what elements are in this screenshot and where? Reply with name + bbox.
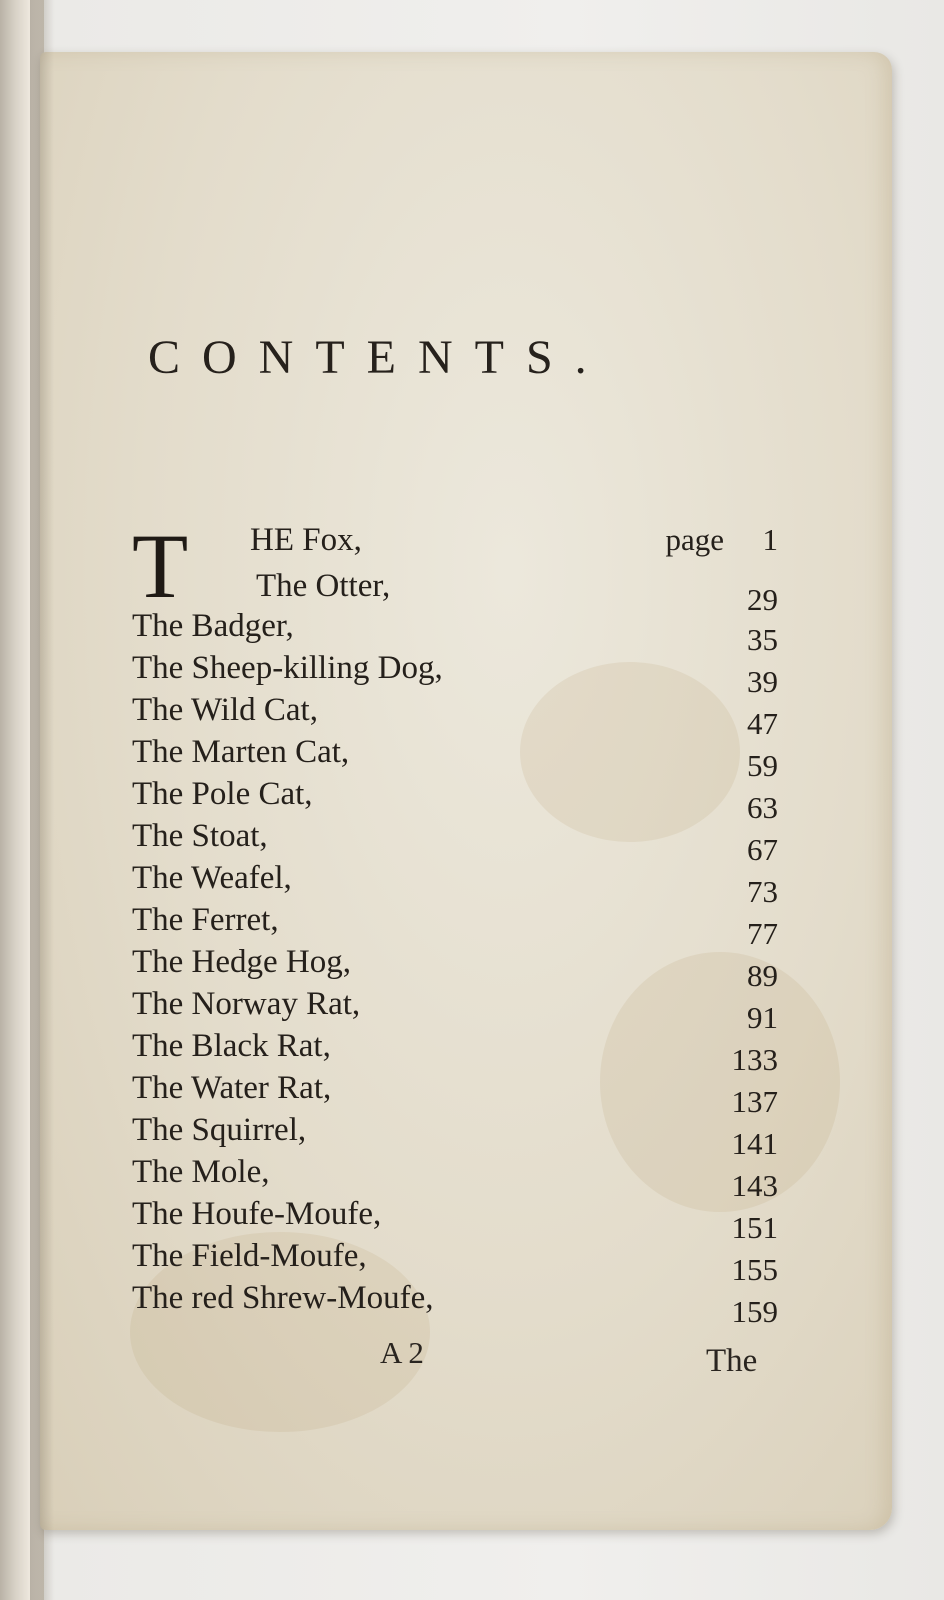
entry-page: 47 (747, 706, 778, 741)
entry-page: 35 (747, 622, 778, 657)
list-item (132, 1196, 782, 1245)
entry-title: The Ferret, (132, 902, 279, 938)
entry-page: 159 (731, 1294, 778, 1329)
list-item (132, 1070, 782, 1119)
entry-page: 91 (747, 1000, 778, 1035)
gutter-shadow (30, 0, 54, 1600)
list-item (132, 818, 782, 867)
entry-page: 29 (747, 582, 778, 617)
list-item (132, 776, 782, 825)
list-item (132, 1112, 782, 1161)
entry-page: 133 (731, 1042, 778, 1077)
entry-page: 73 (747, 874, 778, 909)
entry-title: The Weafel, (132, 860, 292, 896)
signature-mark: A 2 (380, 1335, 424, 1370)
entry-page: 67 (747, 832, 778, 867)
page-label: page (665, 522, 724, 557)
list-item (132, 692, 782, 741)
list-item (132, 1028, 782, 1077)
entry-title: The Sheep-killing Dog, (132, 650, 443, 686)
list-item (132, 1238, 782, 1287)
page-title: CONTENTS. (148, 331, 609, 384)
list-item (132, 608, 782, 657)
contents-list (132, 515, 782, 1329)
drop-cap: T (132, 515, 189, 617)
entry-page: 89 (747, 958, 778, 993)
list-item (132, 860, 782, 909)
entry-title: The Pole Cat, (132, 776, 313, 812)
entry-title: The Field-Moufe, (132, 1238, 367, 1274)
list-item (132, 734, 782, 783)
catchword: The (706, 1343, 758, 1379)
entry-title: The Norway Rat, (132, 986, 361, 1022)
list-item (132, 944, 782, 993)
entry-page: 151 (731, 1210, 778, 1245)
entry-page: 143 (731, 1168, 778, 1203)
entry-title: The Houfe-Moufe, (132, 1196, 382, 1232)
entry-title: The Hedge Hog, (132, 944, 352, 980)
entry-title: The Mole, (132, 1154, 270, 1190)
list-item (132, 902, 782, 951)
entry-title: The Squirrel, (132, 1112, 307, 1148)
entry-page: 39 (747, 664, 778, 699)
entry-page: 137 (731, 1084, 778, 1119)
entry-page: 1 (762, 522, 778, 557)
entry-page: 155 (731, 1252, 778, 1287)
entry-title: The Otter, (256, 568, 391, 604)
entry-page: 141 (731, 1126, 778, 1161)
entry-title: The Water Rat, (132, 1070, 332, 1106)
entry-page: 63 (747, 790, 778, 825)
entry-page: 59 (747, 748, 778, 783)
list-item (132, 1154, 782, 1203)
entry-title: The Stoat, (132, 818, 268, 854)
list-item (132, 650, 782, 699)
list-item (132, 1280, 782, 1329)
entry-title: The red Shrew-Moufe, (132, 1280, 434, 1316)
list-item (132, 986, 782, 1035)
list-item (132, 568, 782, 617)
entry-title: HE Fox, (250, 522, 362, 558)
entry-title: The Black Rat, (132, 1028, 331, 1064)
entry-title: The Badger, (132, 608, 294, 644)
entry-title: The Wild Cat, (132, 692, 318, 728)
entry-page: 77 (747, 916, 778, 951)
entry-title: The Marten Cat, (132, 734, 350, 770)
